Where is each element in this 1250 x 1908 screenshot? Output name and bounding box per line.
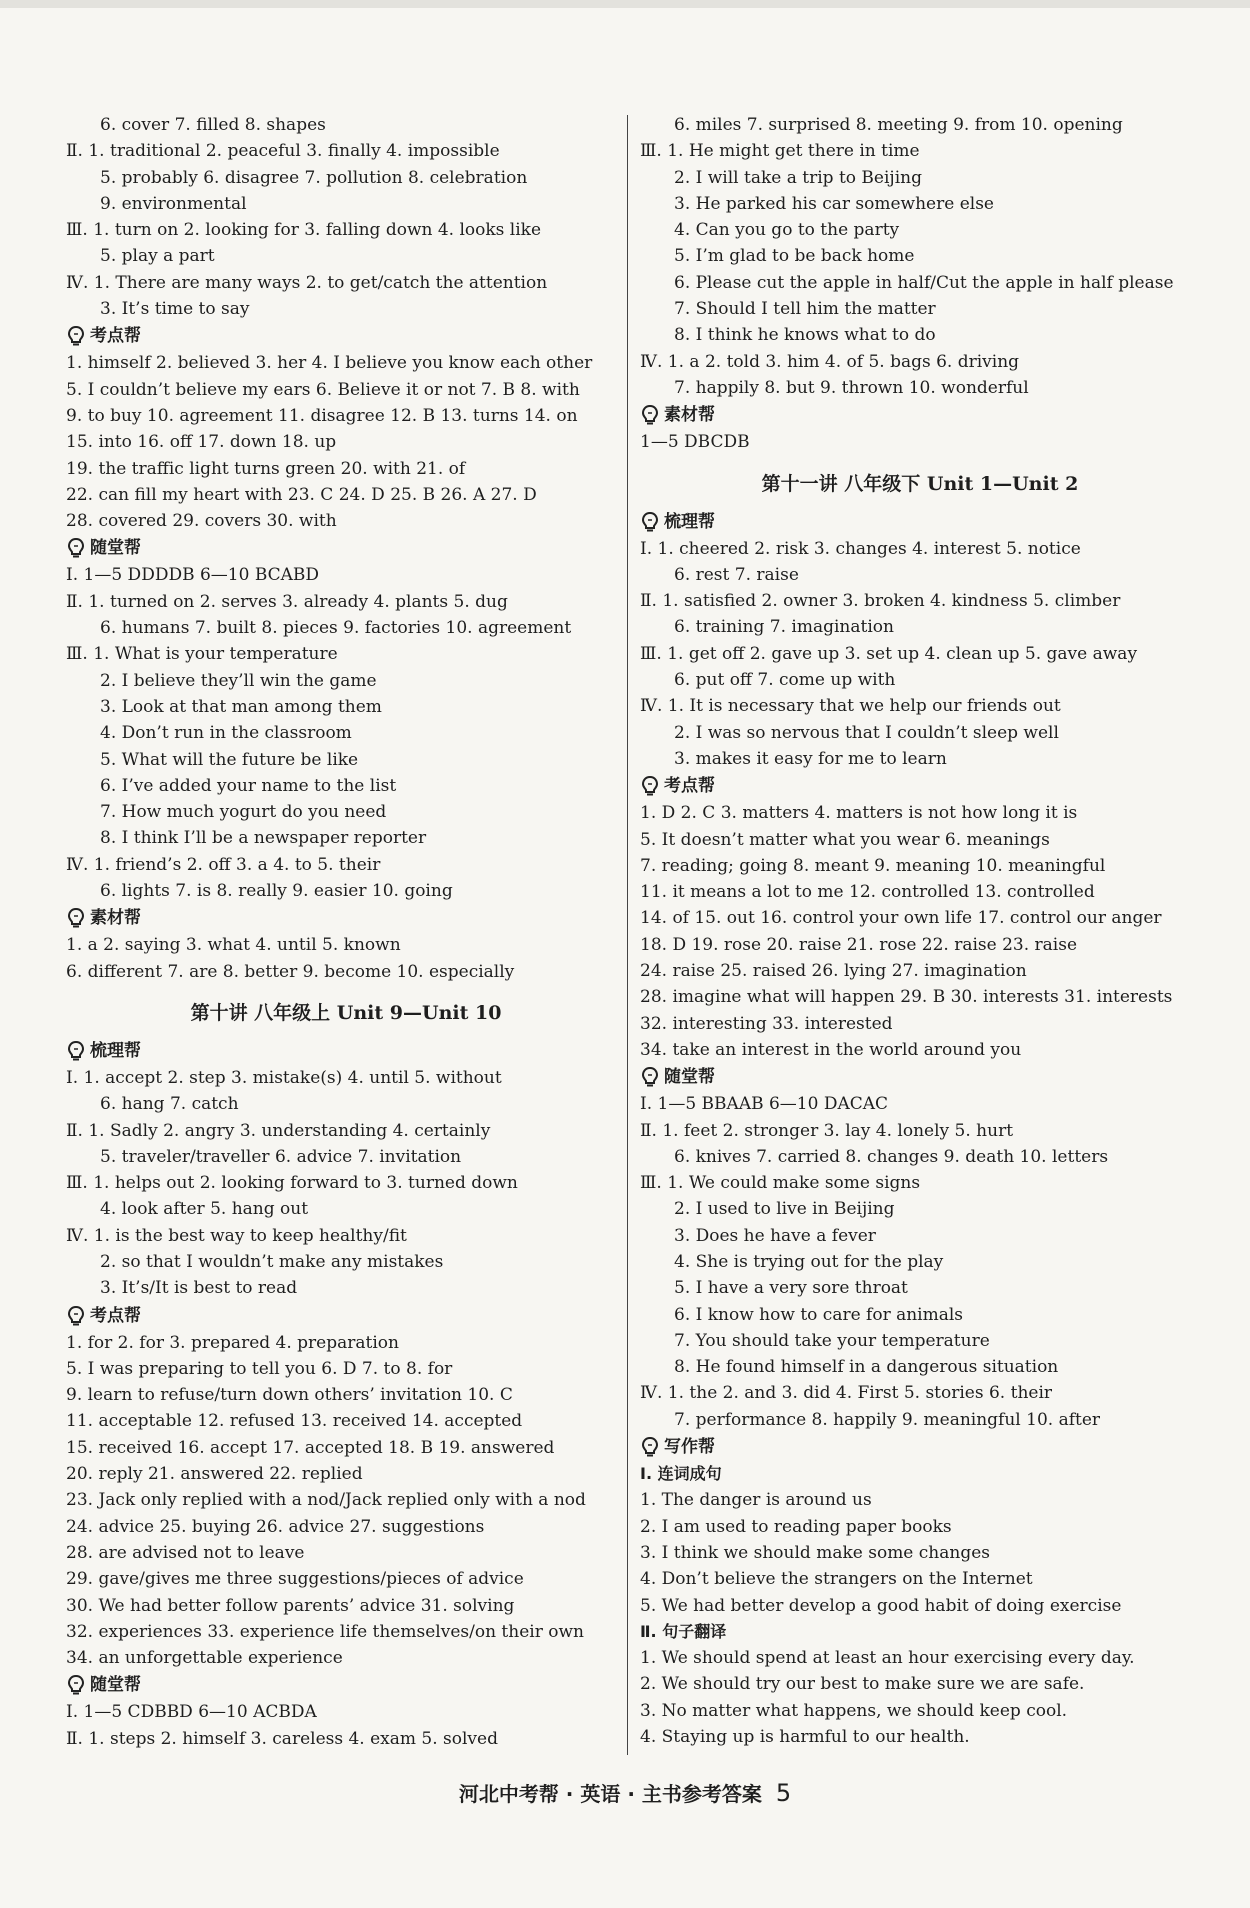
footer-title: 河北中考帮 · 英语 · 主书参考答案 [458,1782,762,1806]
answer-line: 4. Staying up is harmful to our health. [640,1727,970,1748]
section-heading-label: 素材帮 [90,908,141,929]
section-heading [640,401,1200,429]
answer-line: Ⅲ. 1. get off 2. gave up 3. set up 4. clean up 5. gave away [640,643,1138,664]
answer-line: 2. I believe they’ll win the game [100,670,377,691]
answer-line: 6. cover 7. filled 8. shapes [100,115,326,135]
answer-line: Ⅳ. 1. friend’s 2. off 3. a 4. to 5. their [66,854,381,875]
answer-line: 6. humans 7. built 8. pieces 9. factories 10. agreement [100,618,572,639]
section-heading-label: 随堂帮 [90,1675,141,1696]
subsection-heading: Ⅰ. 连词成句 [640,1464,722,1484]
answer-line: 32. interesting 33. interested [640,1013,893,1034]
answer-line: 8. I think I’ll be a newspaper reporter [100,828,427,849]
answer-line: 9. learn to refuse/turn down others’ invitation 10. C [66,1385,513,1406]
answer-line: 6. lights 7. is 8. really 9. easier 10. going [100,881,453,902]
section-heading-label: 写作帮 [664,1437,715,1458]
answer-line: 23. Jack only replied with a nod/Jack replied only with a nod [66,1490,586,1511]
answer-line: 19. the traffic light turns green 20. with 21. of [66,458,466,479]
answer-line: 28. imagine what will happen 29. B 30. interests 31. interests [640,987,1173,1008]
answer-line: 7. Should I tell him the matter [674,299,936,320]
answer-line: 34. take an interest in the world around you [640,1039,1022,1060]
answer-line: 5. play a part [100,246,215,267]
answer-line: 2. We should try our best to make sure we are safe. [640,1674,1085,1695]
answer-line: 6. knives 7. carried 8. changes 9. death 10. letters [674,1146,1109,1167]
answer-line: 1. himself 2. believed 3. her 4. I believe you know each other [66,353,593,374]
answer-line: 8. He found himself in a dangerous situation [674,1357,1059,1378]
answer-line: 6. I know how to care for animals [674,1304,964,1325]
answer-line: Ⅲ. 1. We could make some signs [640,1173,921,1194]
answer-line: 7. How much yogurt do you need [100,802,387,823]
answer-line: 28. covered 29. covers 30. with [66,511,337,532]
section-heading-label: 梳理帮 [664,511,715,532]
answer-line: 4. Can you go to the party [674,220,900,241]
answer-line: Ⅲ. 1. helps out 2. looking forward to 3. turned down [66,1173,518,1194]
answer-line: 28. are advised not to leave [66,1542,305,1563]
answer-line: 3. No matter what happens, we should keep cool. [640,1700,1068,1721]
right-column [640,112,1200,1750]
answer-line: Ⅲ. 1. He might get there in time [640,141,920,162]
answer-line: 3. I think we should make some changes [640,1542,990,1563]
answer-line: 3. makes it easy for me to learn [674,748,947,769]
answer-line: 3. It’s time to say [100,299,250,320]
answer-line: 3. It’s/It is best to read [100,1278,298,1299]
answer-line: 6. different 7. are 8. better 9. become 10. especially [66,961,515,982]
section-heading [66,904,626,932]
answer-line: 4. look after 5. hang out [100,1199,309,1220]
answer-line: 24. raise 25. raised 26. lying 27. imagination [640,961,1027,982]
section-heading [640,1433,1200,1461]
lightbulb-icon [640,1066,660,1088]
answer-line: 6. I’ve added your name to the list [100,775,397,796]
answer-line: Ⅱ. 1. turned on 2. serves 3. already 4. plants 5. dug [66,591,508,612]
answer-line: 2. I will take a trip to Beijing [674,167,922,188]
answer-line: Ⅲ. 1. turn on 2. looking for 3. falling down 4. looks like [66,220,542,241]
answer-line: 3. He parked his car somewhere else [674,193,994,214]
section-heading [640,508,1200,536]
answer-line: Ⅱ. 1. Sadly 2. angry 3. understanding 4. certainly [66,1120,491,1141]
answer-line: 30. We had better follow parents’ advice 31. solving [66,1595,515,1616]
answer-line: Ⅳ. 1. the 2. and 3. did 4. First 5. stories 6. their [640,1383,1053,1404]
lightbulb-icon [66,325,86,347]
section-heading-label: 梳理帮 [90,1040,141,1061]
section-heading [66,1671,626,1699]
answer-line: Ⅱ. 1. feet 2. stronger 3. lay 4. lonely 5. hurt [640,1120,1014,1141]
answer-line: 6. hang 7. catch [100,1094,239,1115]
answer-line: 5. I have a very sore throat [674,1278,908,1299]
lightbulb-icon [66,907,86,929]
answer-line: 9. environmental [100,193,247,214]
section-heading-label: 随堂帮 [664,1067,715,1088]
lesson-title: 第十一讲 八年级下 Unit 1—Unit 2 [761,472,1079,495]
answer-line: 20. reply 21. answered 22. replied [66,1464,363,1485]
answer-line: 4. Don’t run in the classroom [100,723,352,744]
lightbulb-icon [66,1040,86,1062]
answer-line: 4. Don’t believe the strangers on the Internet [640,1569,1033,1590]
answer-line: Ⅳ. 1. There are many ways 2. to get/catch the attention [66,272,548,293]
answer-line: 8. I think he knows what to do [674,325,936,346]
answer-line: 22. can fill my heart with 23. C 24. D 25. B 26. A 27. D [66,484,537,505]
section-heading-label: 考点帮 [90,1305,141,1326]
answer-line: 5. I was preparing to tell you 6. D 7. to 8. for [66,1358,453,1379]
answer-line: 11. acceptable 12. refused 13. received 14. accepted [66,1411,523,1432]
answer-line: 2. so that I wouldn’t make any mistakes [100,1251,444,1272]
lightbulb-icon [640,1436,660,1458]
answer-line: 4. She is trying out for the play [674,1251,944,1272]
answer-line: 6. rest 7. raise [674,564,799,585]
answer-line: 5. We had better develop a good habit of doing exercise [640,1595,1122,1616]
answer-line: 5. What will the future be like [100,749,359,770]
answer-line: 7. happily 8. but 9. thrown 10. wonderful [674,377,1029,398]
section-heading [66,1037,626,1065]
lightbulb-icon [640,404,660,426]
section-heading [66,322,626,350]
answer-line: 5. I couldn’t believe my ears 6. Believe it or not 7. B 8. with [66,379,580,400]
answer-line: 14. of 15. out 16. control your own life 17. control our anger [640,908,1162,929]
answer-line: 5. It doesn’t matter what you wear 6. meanings [640,829,1050,850]
section-heading-label: 考点帮 [90,326,141,347]
answer-line: Ⅳ. 1. It is necessary that we help our friends out [640,696,1061,717]
answer-line: 6. Please cut the apple in half/Cut the apple in half please [674,272,1174,293]
answer-line: Ⅳ. 1. is the best way to keep healthy/fit [66,1225,407,1246]
answer-line: 29. gave/gives me three suggestions/pieces of advice [66,1569,524,1590]
answer-line: 1. We should spend at least an hour exercising every day. [640,1648,1135,1669]
answer-line: 32. experiences 33. experience life themselves/on their own [66,1621,584,1642]
answer-line: 7. performance 8. happily 9. meaningful 10. after [674,1409,1101,1430]
section-heading [66,1302,626,1330]
left-column [66,112,626,1752]
lesson-title: 第十讲 八年级上 Unit 9—Unit 10 [190,1001,502,1024]
answer-line: 1. D 2. C 3. matters 4. matters is not how long it is [640,803,1078,824]
answer-line: Ⅲ. 1. What is your temperature [66,644,338,665]
subsection-heading: Ⅱ. 句子翻译 [640,1621,727,1641]
answer-line: 1. The danger is around us [640,1490,872,1511]
section-heading [66,534,626,562]
section-heading-label: 随堂帮 [90,538,141,559]
answer-line: Ⅰ. 1—5 DDDDB 6—10 BCABD [66,565,320,586]
answer-line: 5. probably 6. disagree 7. pollution 8. celebration [100,167,528,188]
answer-line: Ⅰ. 1. accept 2. step 3. mistake(s) 4. until 5. without [66,1067,502,1088]
answer-line: 6. put off 7. come up with [674,670,896,691]
answer-line: 2. I was so nervous that I couldn’t sleep well [674,722,1059,743]
page-number: 5 [775,1779,792,1807]
lightbulb-icon [640,511,660,533]
page-top-edge [0,0,1250,8]
answer-line: 11. it means a lot to me 12. controlled 13. controlled [640,882,1095,903]
lightbulb-icon [66,1305,86,1327]
answer-line: Ⅰ. 1. cheered 2. risk 3. changes 4. interest 5. notice [640,538,1081,559]
answer-line: 1. a 2. saying 3. what 4. until 5. known [66,935,401,956]
answer-line: 15. received 16. accept 17. accepted 18. B 19. answered [66,1437,555,1458]
answer-line: 7. You should take your temperature [674,1330,990,1351]
answer-line: 6. miles 7. surprised 8. meeting 9. from 10. opening [674,115,1123,135]
answer-line: 5. traveler/traveller 6. advice 7. invitation [100,1146,462,1167]
answer-line: 15. into 16. off 17. down 18. up [66,432,337,453]
lightbulb-icon [66,1674,86,1696]
answer-line: 5. I’m glad to be back home [674,246,915,267]
answer-line: 24. advice 25. buying 26. advice 27. suggestions [66,1516,485,1537]
answer-line: 7. reading; going 8. meant 9. meaning 10. meaningful [640,855,1106,876]
lightbulb-icon [66,537,86,559]
answer-line: 34. an unforgettable experience [66,1648,343,1669]
answer-line: Ⅰ. 1—5 CDBBD 6—10 ACBDA [66,1702,317,1723]
answer-line: Ⅱ. 1. steps 2. himself 3. careless 4. exam 5. solved [66,1728,498,1749]
answer-line: 18. D 19. rose 20. raise 21. rose 22. raise 23. raise [640,934,1078,955]
answer-line: Ⅱ. 1. traditional 2. peaceful 3. finally 4. impossible [66,141,500,162]
answer-line: 2. I used to live in Beijing [674,1199,895,1220]
section-heading-label: 考点帮 [664,776,715,797]
section-heading [640,772,1200,800]
answer-line: 9. to buy 10. agreement 11. disagree 12. B 13. turns 14. on [66,405,578,426]
answer-line: 6. training 7. imagination [674,617,894,638]
lightbulb-icon [640,775,660,797]
column-divider [627,115,628,1755]
answer-line: 1—5 DBCDB [640,432,750,453]
answer-line: Ⅱ. 1. satisfied 2. owner 3. broken 4. kindness 5. climber [640,591,1121,612]
answer-line: 3. Look at that man among them [100,696,382,717]
answer-line: 3. Does he have a fever [674,1225,876,1246]
answer-line: 1. for 2. for 3. prepared 4. preparation [66,1332,399,1353]
page-footer [0,1778,1250,1807]
section-heading-label: 素材帮 [664,405,715,426]
answer-line: Ⅰ. 1—5 BBAAB 6—10 DACAC [640,1094,889,1115]
answer-line: Ⅳ. 1. a 2. told 3. him 4. of 5. bags 6. driving [640,351,1020,372]
answer-line: 2. I am used to reading paper books [640,1516,952,1537]
section-heading [640,1063,1200,1091]
